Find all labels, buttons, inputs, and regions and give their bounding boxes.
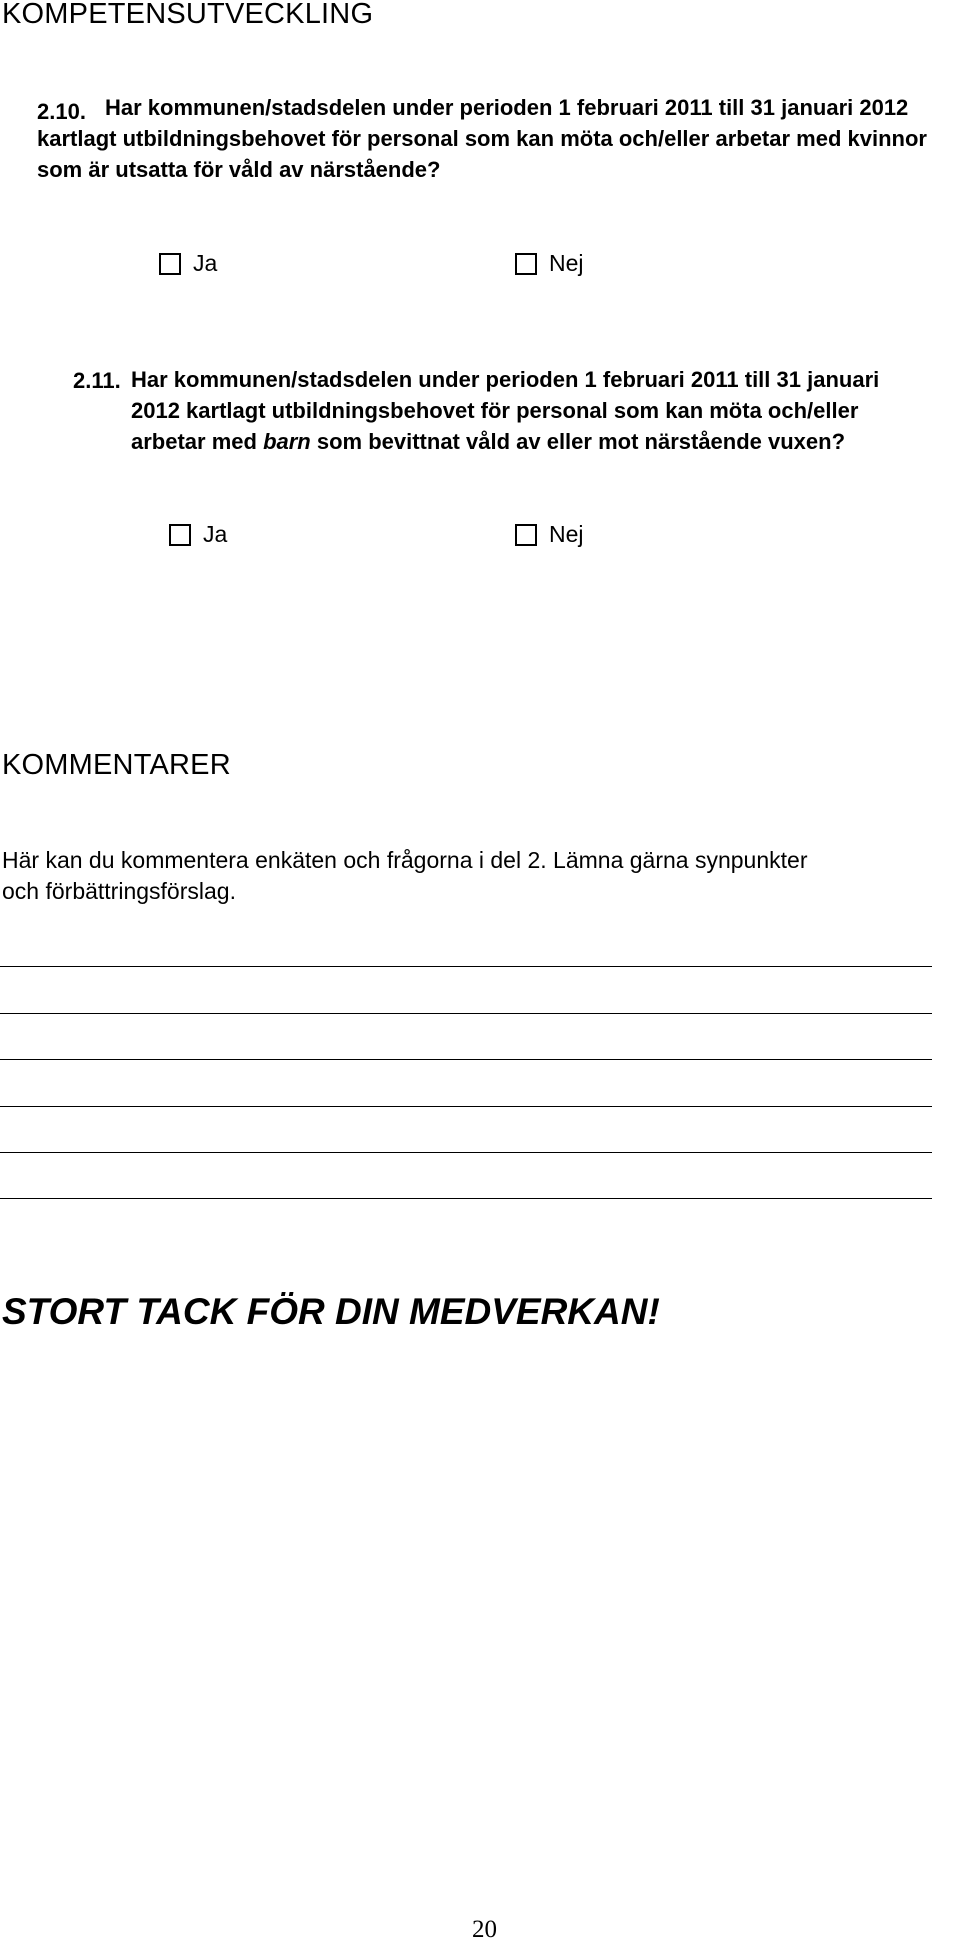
checkbox-nej[interactable] xyxy=(515,253,537,275)
question-2-11-number: 2.11. xyxy=(73,368,121,393)
section-title-kompetensutveckling: KOMPETENSUTVECKLING xyxy=(2,0,374,30)
comment-line-6[interactable] xyxy=(0,1198,932,1199)
checkbox-ja[interactable] xyxy=(159,253,181,275)
question-2-11-text xyxy=(131,364,921,457)
question-2-10-number: 2.10. xyxy=(37,99,86,124)
question-2-11-option-nej[interactable] xyxy=(515,521,584,548)
checkbox-nej[interactable] xyxy=(515,524,537,546)
question-2-10-option-ja[interactable] xyxy=(159,250,217,277)
closing-thanks: STORT TACK FÖR DIN MEDVERKAN! xyxy=(2,1291,660,1332)
checkbox-ja[interactable] xyxy=(169,524,191,546)
question-2-11-text-part1: Har kommunen/stadsdelen under perioden 1 februari 2011 till 31 januari 2012 kartlagt utbildningsbehovet för personal som kan möta och/eller arbetar med xyxy=(131,367,880,454)
option-label-nej: Nej xyxy=(549,250,584,276)
comments-instruction: Här kan du kommentera enkäten och frågorna i del 2. Lämna gärna synpunkter xyxy=(2,847,808,873)
option-label-ja: Ja xyxy=(193,250,218,276)
comment-line-5[interactable] xyxy=(0,1152,932,1153)
question-2-11-text-emphasis: barn xyxy=(263,429,311,454)
comment-line-3[interactable] xyxy=(0,1059,932,1060)
question-2-10-option-nej[interactable] xyxy=(515,250,584,277)
comment-line-4[interactable] xyxy=(0,1106,932,1107)
option-label-nej: Nej xyxy=(549,521,584,547)
option-label-ja: Ja xyxy=(203,521,228,547)
comment-line-1[interactable] xyxy=(0,966,932,967)
question-2-11-text-part2: som bevittnat våld av eller mot närstående vuxen? xyxy=(310,429,846,454)
comment-line-2[interactable] xyxy=(0,1013,932,1014)
question-2-11-option-ja[interactable] xyxy=(169,521,227,548)
section-title-kommentarer: KOMMENTARER xyxy=(2,749,231,781)
page-number: 20 xyxy=(472,1916,497,1943)
comments-instruction-line2: och förbättringsförslag. xyxy=(2,878,236,904)
question-2-10-text: Har kommunen/stadsdelen under perioden 1 februari 2011 till 31 januari 2012 kartlagt utbildningsbehovet för personal som kan möta och/eller arbetar med kvinnor som är utsatta för våld av närstående? xyxy=(37,95,927,182)
